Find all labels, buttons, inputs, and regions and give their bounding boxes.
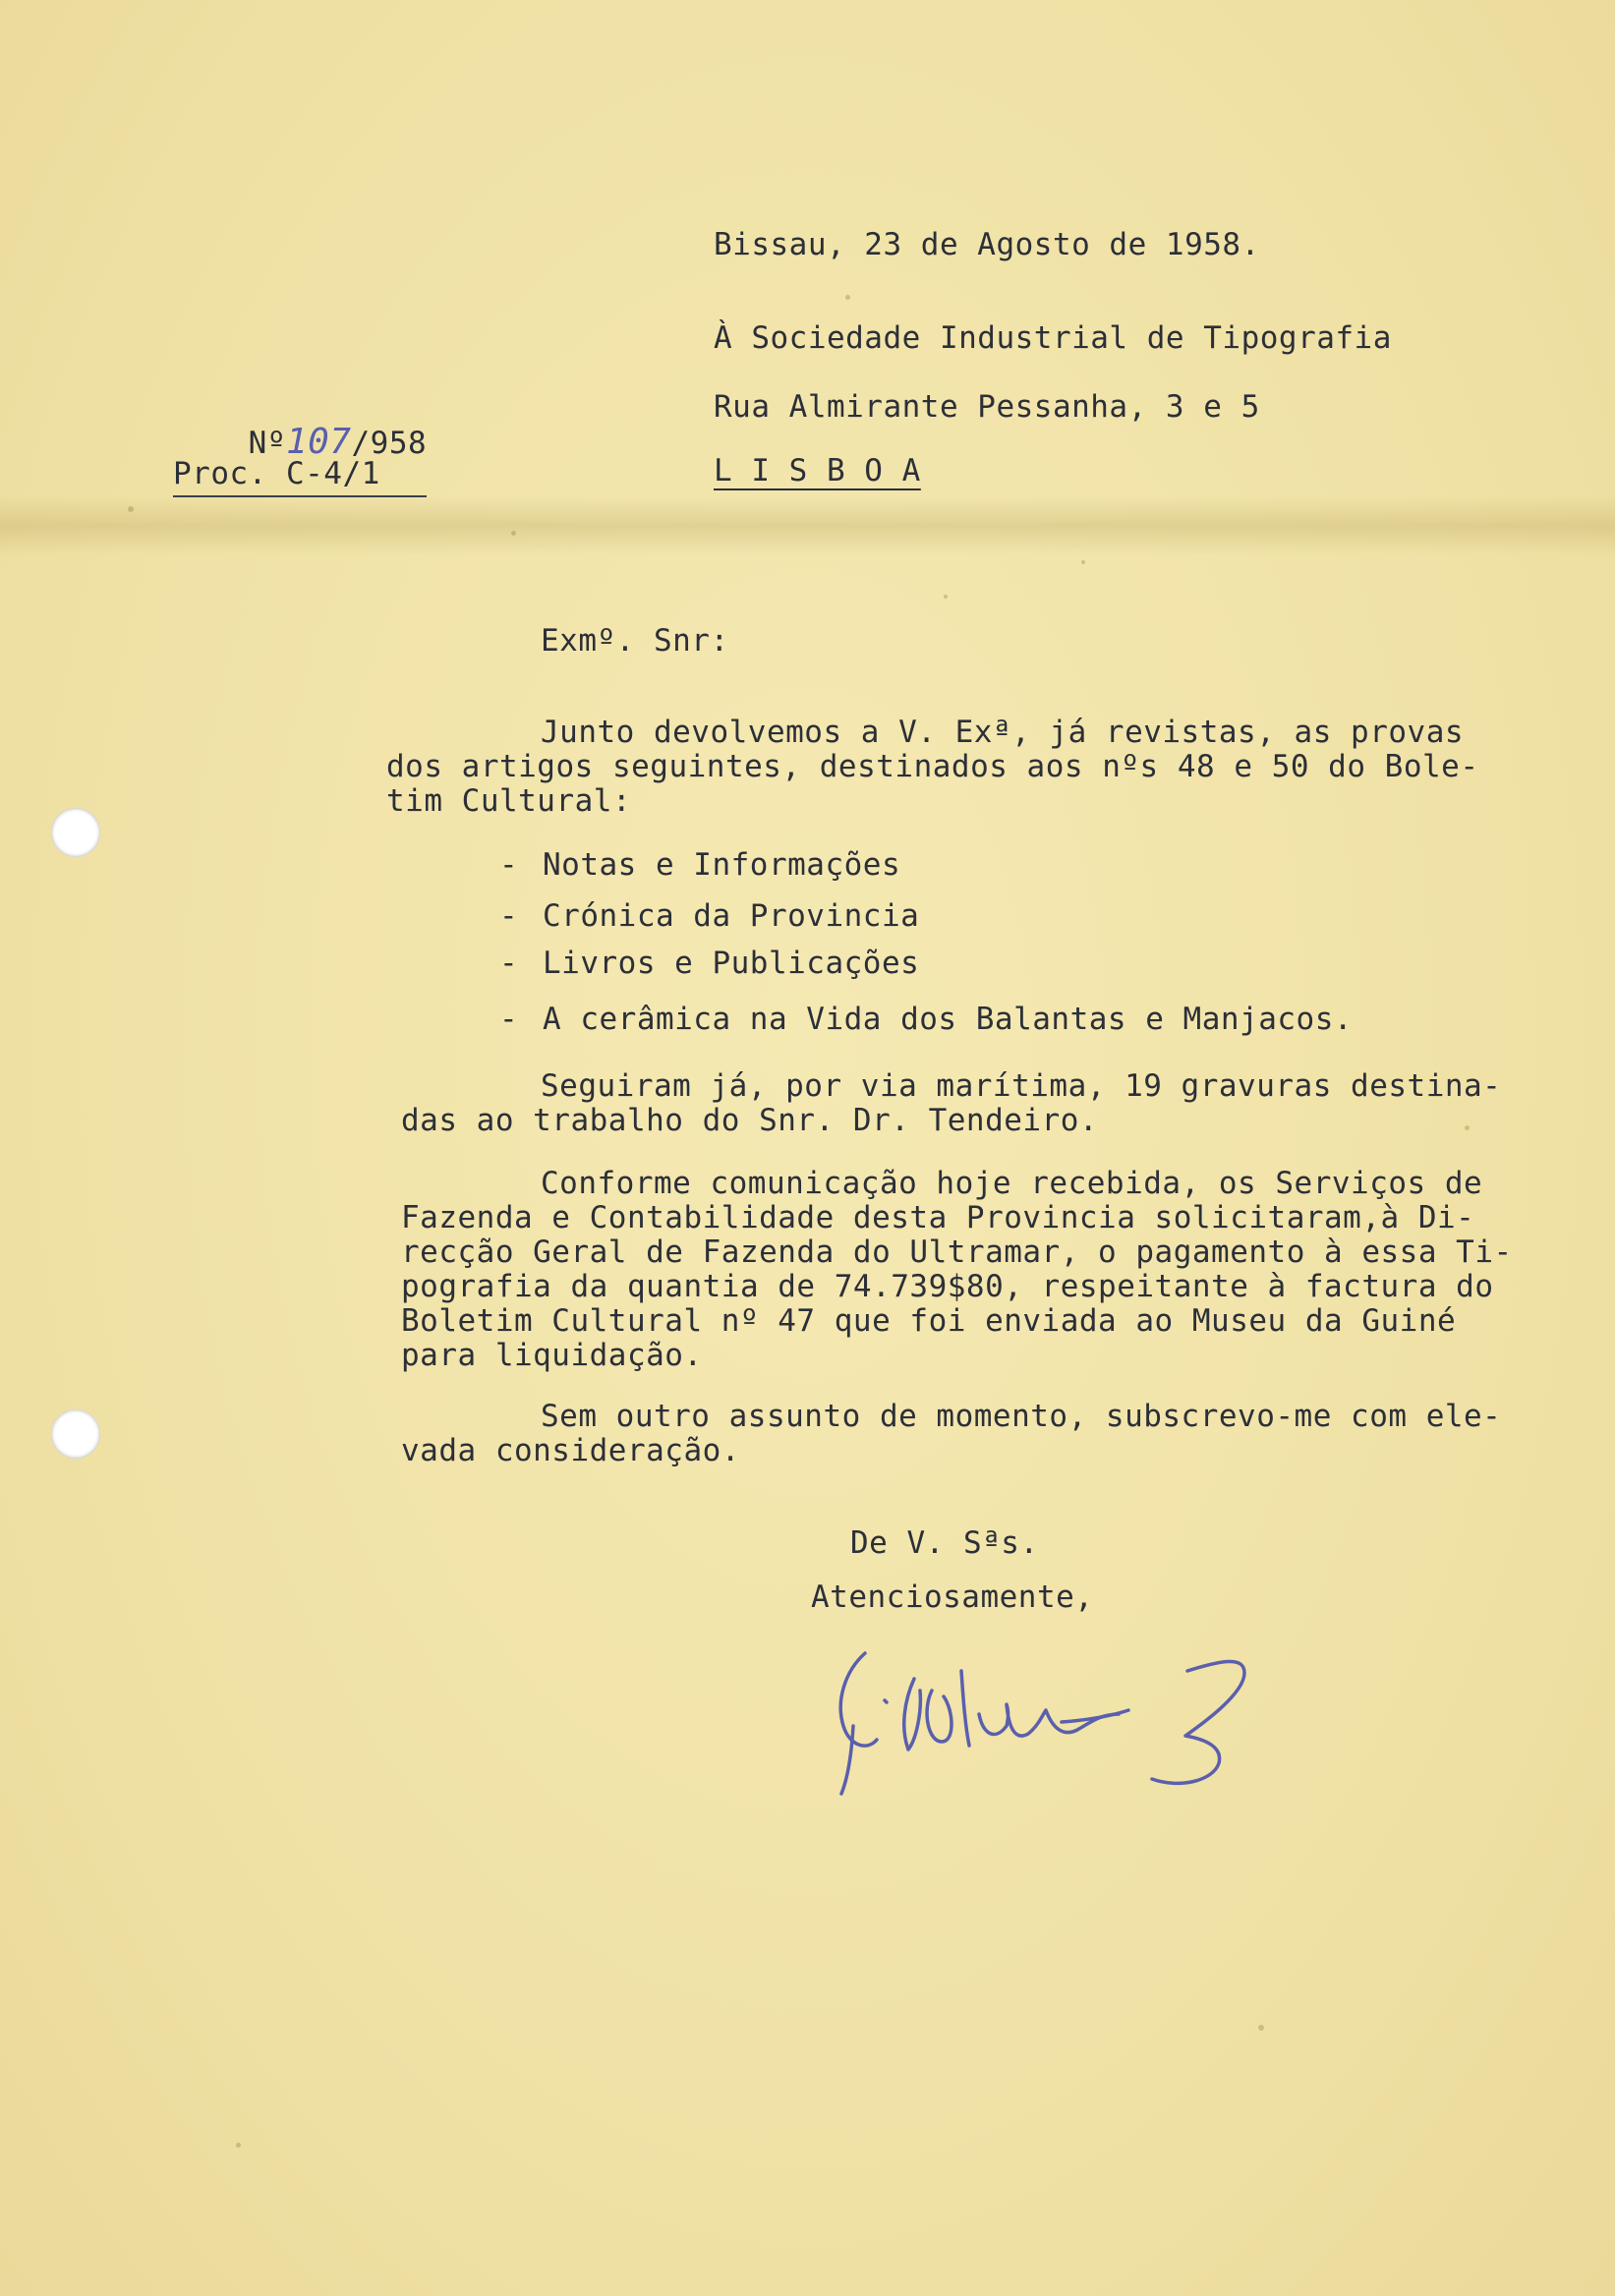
paragraph-4-line: Sem outro assunto de momento, subscrevo-me com ele- bbox=[541, 1399, 1502, 1434]
list-item-text: Livros e Publicações bbox=[543, 946, 920, 981]
salutation: Exmº. Snr: bbox=[541, 623, 729, 659]
paper-spot bbox=[1081, 560, 1085, 564]
list-item-text: Crónica da Provincia bbox=[543, 898, 920, 934]
closing-line-1: De V. Sªs. bbox=[850, 1525, 1039, 1561]
paper-spot bbox=[1258, 2025, 1264, 2031]
paragraph-1-line: dos artigos seguintes, destinados aos nºs 48 e 50 do Bole- bbox=[386, 749, 1479, 784]
addressee-line-1: À Sociedade Industrial de Tipografia bbox=[714, 320, 1392, 356]
list-item-text: A cerâmica na Vida dos Balantas e Manjacos. bbox=[543, 1002, 1354, 1037]
paper-spot bbox=[845, 295, 850, 300]
paragraph-2-line: das ao trabalho do Snr. Dr. Tendeiro. bbox=[401, 1103, 1099, 1138]
list-dash: - bbox=[499, 1002, 519, 1037]
paper-spot bbox=[128, 506, 134, 512]
reference-number-suffix: /958 bbox=[351, 426, 428, 461]
list-item bbox=[499, 1003, 1353, 1037]
list-dash: - bbox=[499, 898, 519, 934]
place-date: Bissau, 23 de Agosto de 1958. bbox=[714, 227, 1260, 262]
paragraph-3-line: para liquidação. bbox=[401, 1338, 703, 1373]
paragraph-4-line: vada consideração. bbox=[401, 1433, 740, 1468]
paper-spot bbox=[944, 595, 948, 599]
list-item bbox=[499, 899, 919, 934]
paragraph-1-line: tim Cultural: bbox=[386, 783, 632, 819]
paragraph-3-line: recção Geral de Fazenda do Ultramar, o pagamento à essa Ti- bbox=[401, 1234, 1513, 1270]
addressee-city: L I S B O A bbox=[714, 453, 921, 488]
punch-hole-bottom bbox=[51, 1409, 100, 1459]
paragraph-2-line: Seguiram já, por via marítima, 19 gravuras destina- bbox=[541, 1068, 1502, 1104]
list-dash: - bbox=[499, 946, 519, 981]
list-item bbox=[499, 848, 900, 883]
list-item bbox=[499, 947, 919, 981]
process-reference: Proc. C-4/1 bbox=[173, 456, 380, 491]
addressee-line-2: Rua Almirante Pessanha, 3 e 5 bbox=[714, 389, 1260, 425]
reference-number-handwritten: 107 bbox=[285, 422, 352, 462]
paragraph-1-line: Junto devolvemos a V. Exª, já revistas, as provas bbox=[541, 715, 1465, 750]
paragraph-3-line: Boletim Cultural nº 47 que foi enviada ao Museu da Guiné bbox=[401, 1303, 1457, 1339]
paper-spot bbox=[1465, 1125, 1470, 1130]
handwritten-signature bbox=[806, 1632, 1317, 1808]
paragraph-3-line: pografia da quantia de 74.739$80, respeitante à factura do bbox=[401, 1269, 1494, 1304]
paragraph-3-line: Fazenda e Contabilidade desta Provincia solicitaram,à Di- bbox=[401, 1200, 1475, 1235]
list-item-text: Notas e Informações bbox=[543, 847, 901, 883]
paper-spot bbox=[511, 531, 516, 536]
paper-fold-crease bbox=[0, 496, 1615, 555]
paper-spot bbox=[236, 2143, 241, 2148]
closing-line-2: Atenciosamente, bbox=[811, 1579, 1094, 1615]
punch-hole-top bbox=[51, 808, 100, 857]
list-dash: - bbox=[499, 847, 519, 883]
reference-number-prefix: Nº bbox=[248, 426, 286, 461]
paragraph-3-line: Conforme comunicação hoje recebida, os Serviços de bbox=[541, 1166, 1483, 1201]
